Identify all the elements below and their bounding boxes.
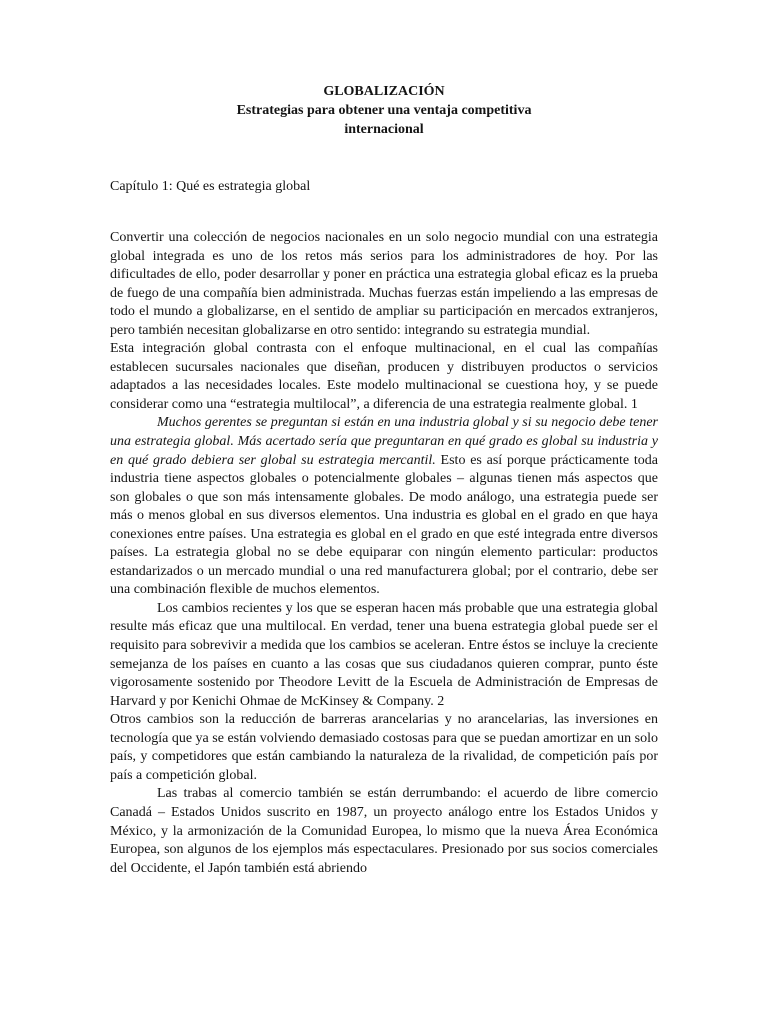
paragraph-5: Otros cambios son la reducción de barreras arancelarias y no arancelarias, las inversiones en tecnología que ya se están volviendo demasiado costosas para que se puedan amortizar en un solo país, y competidores que están cambiando la naturaleza de la rivalidad, de competición país por país a competición global. [110,712,658,783]
paragraph-6: Las trabas al comercio también se están derrumbando: el acuerdo de libre comercio Canadá – Estados Unidos suscrito en 1987, un proyecto análogo entre los Estados Unidos y México, y la armonización de la Comunidad Europea, lo mismo que la nueva Área Económica Europea, son algunos de los ejemplos más espectaculares. Presionado por sus socios comerciales del Occidente, el Japón también está abriendo [110,786,658,876]
paragraph-4: Los cambios recientes y los que se esperan hacen más probable que una estrategia global resulte más eficaz que una multilocal. En verdad, tener una buena estrategia global puede ser el requisito para sobrevivir a medida que los cambios se aceleran. Entre éstos se incluye la creciente semejanza de los países en cuanto a las cosas que sus ciudadanos quieren comprar, punto éste vigorosamente sostenido por Theodore Levitt de la Escuela de Administración de Empresas de Harvard y por Kenichi Ohmae de McKinsey & Company. 2 [110,600,658,709]
paragraph-3-rest: Esto es así porque prácticamente toda industria tiene aspectos globales o potencialmente globales – algunas tienen más aspectos que son globales o que son más intensamente globales. De modo análogo, una estrategia puede ser más o menos global en sus diversos elementos. Una industria es global en el grado en que haya conexiones entre países. Una estrategia es global en el grado en que esté integrada entre diversos países. La estrategia global no se debe equiparar con ningún elemento particular: productos estandarizados o un mercado mundial o una red manufacturera global; por el contrario, debe ser una combinación flexible de muchos elementos. [110,452,658,598]
paragraph-2: Esta integración global contrasta con el enfoque multinacional, en el cual las compañías establecen sucursales nacionales que diseñan, producen y distribuyen productos o servicios adaptados a las necesidades locales. Este modelo multinacional se cuestiona hoy, y se puede considerar como una “estrategia multilocal”, a diferencia de una estrategia realmente global. 1 [110,341,658,412]
document-subtitle-line-1: Estrategias para obtener una ventaja competitiva [236,103,532,118]
document-subtitle-line-2: internacional [344,122,424,137]
paragraph-3 [110,414,658,599]
document-header [110,82,658,139]
document-body [110,229,658,878]
paragraph-3-italic: Muchos gerentes se preguntan si están en una industria global y si su negocio debe tener una estrategia global. Más acertado sería que preguntaran en qué grado es global su industria y en qué grado debiera ser global su estrategia mercantil. [110,415,658,468]
paragraph-1: Convertir una colección de negocios nacionales en un solo negocio mundial con una estrategia global integrada es uno de los retos más serios para los administradores de hoy. Por las dificultades de ello, poder desarrollar y poner en práctica una estrategia global eficaz es la prueba de fuego de una compañía bien administrada. Muchas fuerzas están impeliendo a las empresas de todo el mundo a globalizarse, en el sentido de ampliar su participación en mercados extranjeros, pero también necesitan globalizarse en otro sentido: integrando su estrategia mundial. [110,230,658,338]
document-title: GLOBALIZACIÓN [323,84,445,99]
chapter-heading: Capítulo 1: Qué es estrategia global [110,179,311,194]
